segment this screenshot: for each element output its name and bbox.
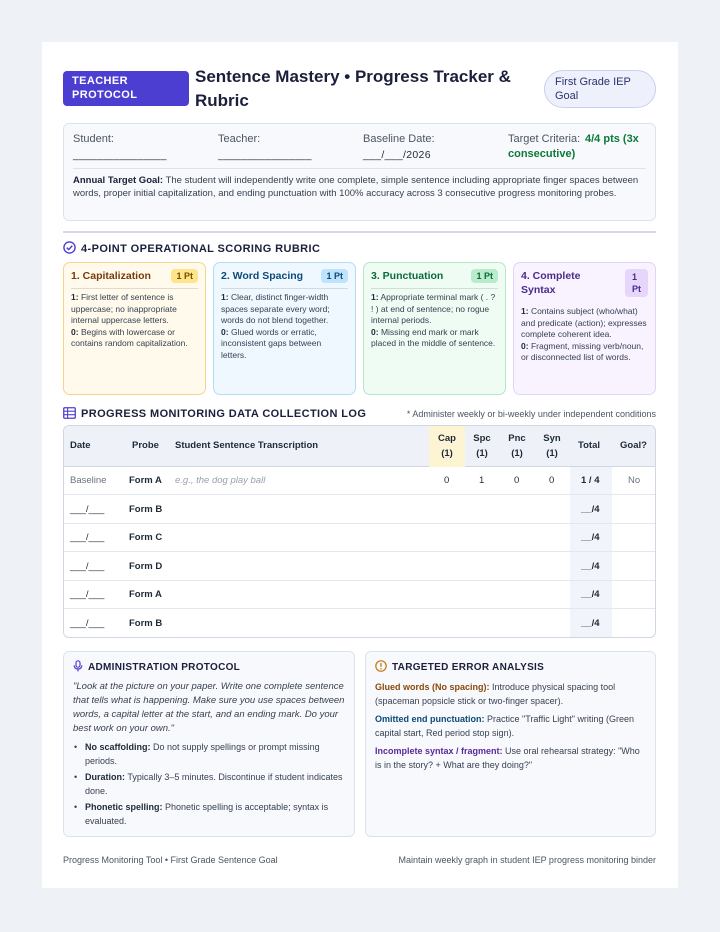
cell-syn[interactable]: 0 — [549, 475, 555, 486]
error-item — [375, 712, 646, 740]
col-syn-label: Syn — [543, 433, 561, 444]
bullet-label: Phonetic spelling: — [85, 802, 163, 812]
error-item — [375, 744, 646, 772]
cell-total[interactable]: __/4 — [581, 617, 600, 629]
error-analysis-heading-text: TARGETED ERROR ANALYSIS — [392, 662, 545, 673]
col-cap — [434, 431, 460, 461]
rubric-card-title: 2. Word Spacing — [221, 270, 304, 282]
worksheet-page — [42, 42, 678, 888]
student-label: Student: — [73, 133, 114, 145]
teacher-label: Teacher: — [218, 133, 261, 145]
col-probe: Probe — [132, 440, 159, 451]
page-title — [195, 65, 545, 113]
administration-heading-text: ADMINISTRATION PROTOCOL — [88, 662, 241, 673]
rubric-card-title: 3. Punctuation — [371, 270, 444, 282]
bullet-label: No scaffolding: — [85, 742, 151, 752]
administration-protocol-panel — [63, 651, 355, 837]
col-cap-points: (1) — [441, 448, 453, 459]
score-1-label: 1: — [371, 292, 379, 302]
bullet-label: Duration: — [85, 772, 125, 782]
rubric-card-word-spacing — [213, 262, 356, 395]
score-1-text: Contains subject (who/what) and predicate (action); expresses complete coherent idea. — [521, 306, 647, 339]
col-date: Date — [70, 440, 91, 451]
col-total: Total — [578, 440, 600, 451]
score-1-text: Appropriate terminal mark ( . ? ! ) at end of sentence; no rogue internal periods. — [371, 292, 496, 325]
rubric-card-punctuation — [363, 262, 506, 395]
bullet-text: Typically 3–5 minutes. Discontinue if student indicates done. — [85, 772, 343, 796]
data-collection-table — [63, 425, 656, 638]
points-badge — [625, 269, 648, 297]
col-goal: Goal? — [620, 440, 647, 451]
cell-spc[interactable]: 1 — [479, 475, 485, 486]
table-row — [64, 581, 656, 609]
target-criteria-value-b: consecutive) — [508, 148, 576, 160]
goal-pill-line-1: First Grade IEP — [555, 76, 631, 88]
error-label: Omitted end punctuation: — [375, 714, 485, 724]
points-badge: 1 Pt — [321, 269, 348, 283]
col-pnc — [504, 431, 530, 461]
teacher-field[interactable]: ________________ — [218, 150, 312, 161]
target-criteria-label: Target Criteria: — [508, 133, 581, 145]
points-badge-unit: Pt — [632, 284, 641, 294]
rubric-card-title: 4. Complete Syntax — [521, 270, 581, 296]
cell-total[interactable]: 1 / 4 — [581, 475, 600, 486]
cell-probe: Form C — [129, 532, 163, 543]
title-line-2: Rubric — [195, 91, 249, 110]
cell-total[interactable]: __/4 — [581, 589, 600, 600]
table-row — [64, 553, 656, 581]
log-heading — [63, 407, 366, 422]
header — [63, 67, 656, 115]
title-line-1: Sentence Mastery • Progress Tracker & — [195, 67, 511, 86]
cell-date[interactable]: ___/___ — [70, 503, 105, 515]
cell-date[interactable]: Baseline — [70, 475, 107, 486]
col-syn-points: (1) — [546, 448, 558, 459]
administration-script: "Look at the picture on your paper. Write one complete sentence that tells what is happening. Make sure you use spaces between words, a capital letter at the start, and an ending mark. Do your best work on your own." — [73, 681, 345, 734]
score-1-label: 1: — [221, 292, 229, 302]
check-circle-icon — [63, 241, 76, 257]
baseline-date-label: Baseline Date: — [363, 133, 435, 145]
score-0-label: 0: — [371, 326, 379, 337]
annual-goal — [73, 174, 648, 200]
cell-goal[interactable]: No — [628, 475, 641, 486]
table-header — [64, 426, 656, 467]
target-criteria-value-a: 4/4 pts (3x — [585, 133, 639, 145]
table-row — [64, 496, 656, 524]
protocol-bullet — [73, 770, 345, 798]
points-badge: 1 Pt — [171, 269, 198, 283]
rubric-card-complete-syntax — [513, 262, 656, 395]
score-0-text: Fragment, missing verb/noun, or disconnected list of words. — [521, 340, 644, 362]
cell-probe: Form B — [129, 617, 163, 629]
rubric-card-capitalization — [63, 262, 206, 395]
footer-left: Progress Monitoring Tool • First Grade Sentence Goal — [63, 855, 278, 865]
score-1-label: 1: — [521, 306, 529, 316]
col-spc-label: Spc — [473, 433, 491, 444]
footer-right: Maintain weekly graph in student IEP progress monitoring binder — [398, 855, 656, 865]
score-0-label: 0: — [221, 326, 229, 337]
cell-probe: Form B — [129, 503, 163, 515]
cell-total[interactable]: __/4 — [581, 560, 600, 572]
col-syn — [539, 431, 565, 461]
score-0-label: 0: — [71, 326, 79, 337]
cell-date[interactable]: ___/___ — [70, 617, 105, 629]
score-0-text: Begins with lowercase or contains random capitalization. — [71, 326, 188, 348]
alert-circle-icon — [375, 660, 387, 675]
cell-probe: Form D — [129, 560, 163, 572]
annual-goal-text: The student will independently write one complete, simple sentence including appropriate finger spaces between words, proper initial capitalization, and ending punctuation with 100% accuracy across 3 consecutive progress monitoring probes. — [73, 175, 639, 199]
bullet-text: Phonetic spelling is acceptable; syntax is evaluated. — [85, 802, 329, 826]
rubric-heading — [63, 241, 320, 257]
goal-pill-line-2: Goal — [555, 90, 579, 102]
protocol-bullet — [73, 800, 345, 828]
cell-probe: Form A — [129, 589, 162, 600]
table-row — [64, 610, 656, 638]
error-item — [375, 680, 646, 708]
rubric-card-criteria — [221, 288, 348, 361]
error-analysis-heading — [375, 660, 646, 675]
error-text: Practice "Traffic Light" writing (Green capital start, Red period stop sign). — [375, 714, 634, 738]
error-text: Use oral rehearsal strategy: "Who is in the story? + What are they doing?" — [375, 746, 640, 770]
info-divider — [73, 168, 646, 169]
col-transcription: Student Sentence Transcription — [175, 440, 319, 451]
cell-total[interactable]: __/4 — [581, 532, 600, 543]
col-pnc-points: (1) — [511, 448, 523, 459]
administration-heading — [73, 660, 345, 675]
rubric-card-criteria — [71, 288, 198, 350]
points-badge: 1 Pt — [471, 269, 498, 283]
rubric-card-title: 1. Capitalization — [71, 270, 151, 282]
cell-pnc[interactable]: 0 — [514, 475, 520, 486]
rubric-heading-text: 4-POINT OPERATIONAL SCORING RUBRIC — [81, 243, 321, 255]
cell-transcription[interactable]: e.g., the dog play ball — [175, 475, 266, 486]
section-divider — [63, 231, 656, 233]
rubric-card-criteria — [521, 303, 648, 364]
teacher-protocol-badge — [63, 71, 189, 106]
microphone-icon — [73, 660, 83, 675]
cell-probe: Form A — [129, 475, 162, 486]
score-0-text: Glued words or erratic, inconsistent gaps between letters. — [221, 326, 322, 360]
badge-line-1: TEACHER — [72, 75, 128, 87]
rubric-card-criteria — [371, 288, 498, 350]
cell-date[interactable]: ___/___ — [70, 560, 105, 572]
score-1-text: First letter of sentence is uppercase; no inappropriate internal uppercase letters. — [71, 292, 177, 325]
annual-goal-label: Annual Target Goal: — [73, 175, 164, 186]
bullet-text: Do not supply spellings or prompt missing periods. — [85, 742, 320, 766]
cell-cap[interactable]: 0 — [444, 475, 450, 486]
log-heading-text: PROGRESS MONITORING DATA COLLECTION LOG — [81, 408, 367, 420]
col-spc-points: (1) — [476, 448, 488, 459]
worksheet-content — [63, 67, 656, 865]
score-1-label: 1: — [71, 292, 79, 302]
badge-line-2: PROTOCOL — [72, 89, 138, 101]
table-row — [64, 524, 656, 552]
cell-date[interactable]: ___/___ — [70, 532, 105, 543]
goal-pill — [544, 70, 656, 108]
log-note: * Administer weekly or bi-weekly under independent conditions — [406, 409, 656, 419]
grid-table-icon — [63, 407, 76, 422]
baseline-date-field[interactable]: ___/___/2026 — [363, 149, 431, 161]
table-row — [64, 467, 656, 495]
error-analysis-panel — [365, 651, 656, 837]
cell-total[interactable]: __/4 — [581, 503, 600, 515]
col-cap-label: Cap — [438, 433, 456, 444]
error-label: Glued words (No spacing): — [375, 682, 490, 692]
cell-date[interactable]: ___/___ — [70, 589, 105, 600]
student-field[interactable]: ________________ — [73, 150, 167, 161]
protocol-bullet — [73, 740, 345, 768]
col-spc — [469, 431, 495, 461]
score-0-label: 0: — [521, 340, 529, 351]
score-0-text: Missing end mark or mark placed in the middle of sentence. — [371, 326, 496, 348]
score-1-text: Clear, distinct finger-width spaces separate every word; words do not blend together. — [221, 292, 330, 325]
error-text: Introduce physical spacing tool (spaceman popsicle stick or two-finger spacer). — [375, 682, 616, 706]
error-label: Incomplete syntax / fragment: — [375, 746, 503, 756]
points-badge-number: 1 — [632, 272, 638, 282]
student-info-card — [63, 123, 656, 221]
col-pnc-label: Pnc — [508, 433, 526, 444]
